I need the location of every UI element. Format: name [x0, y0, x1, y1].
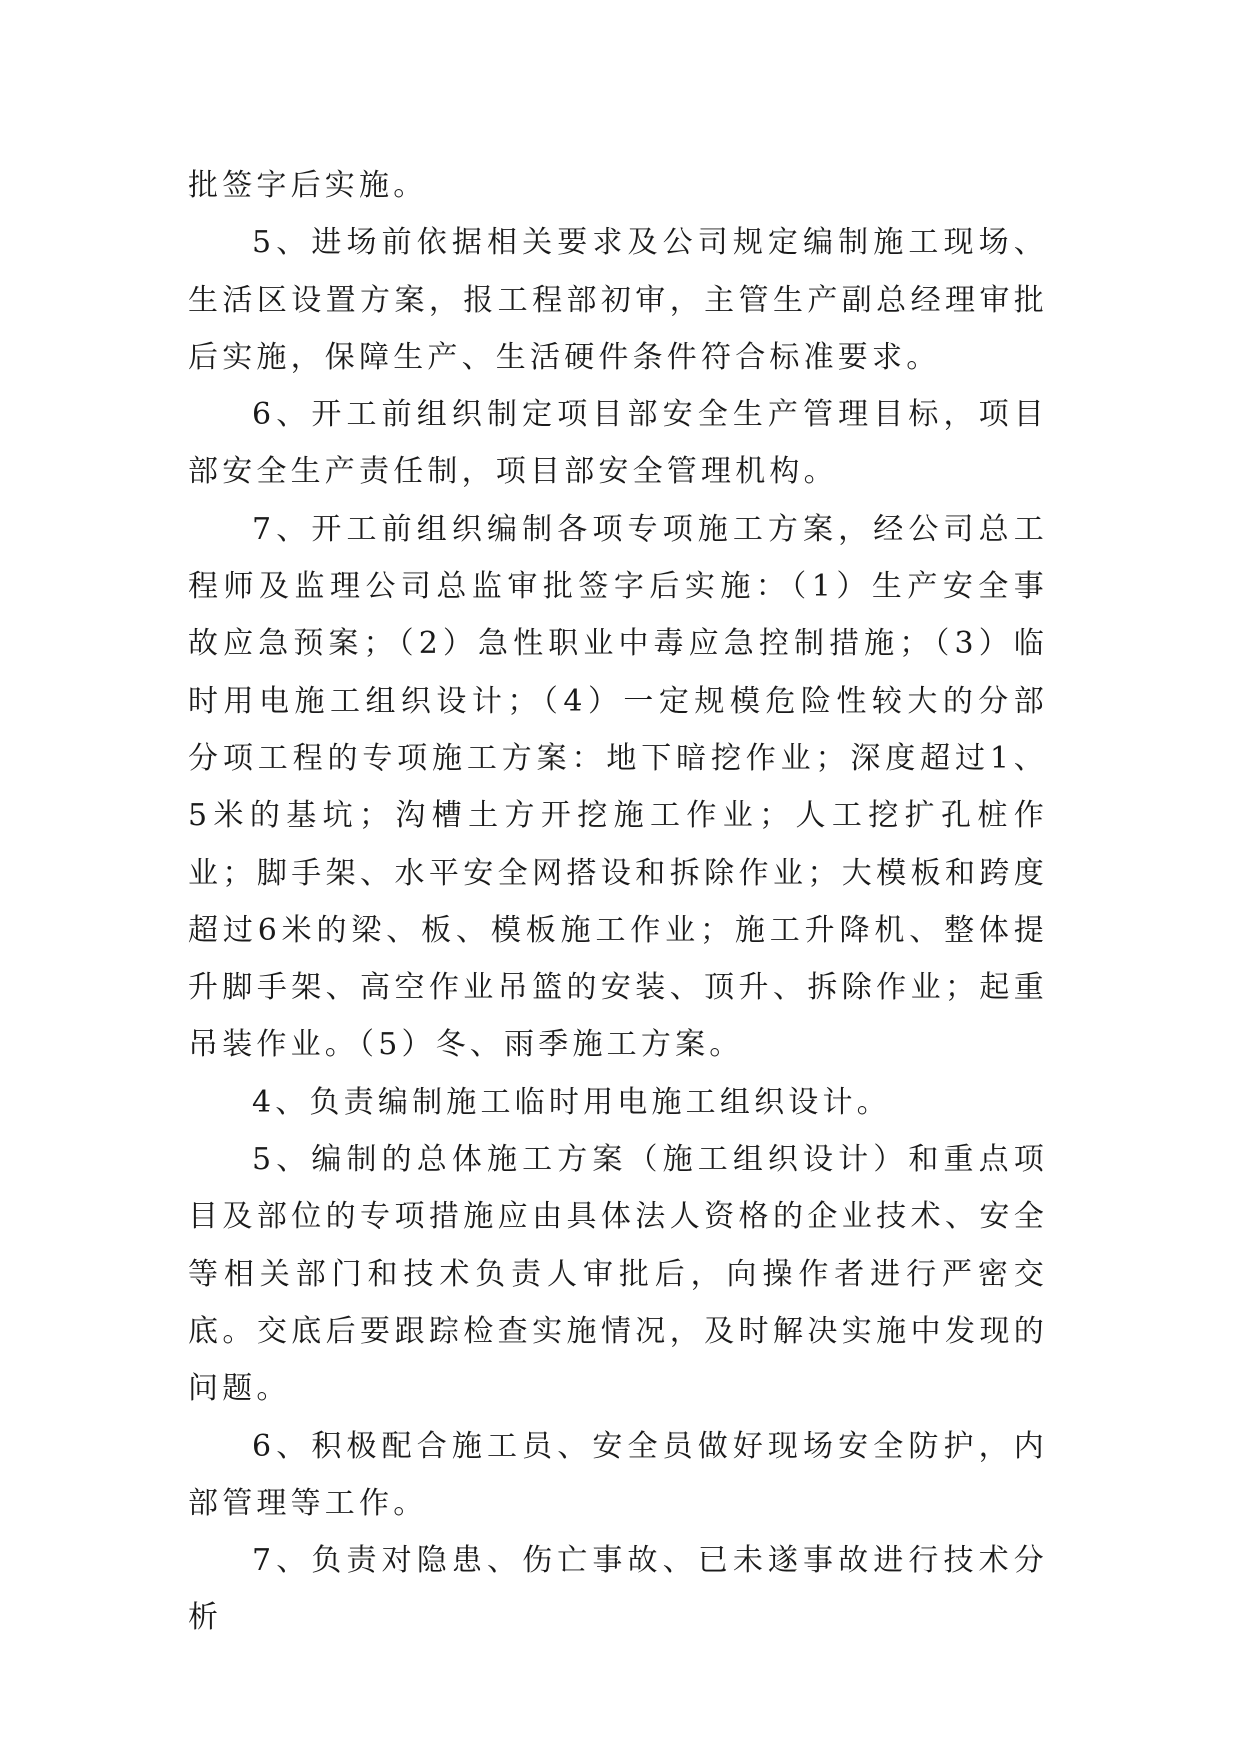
paragraph-continuation: 批签字后实施。: [188, 168, 428, 203]
paragraph-item-7-special-plans: 7、开工前组织编制各项专项施工方案，经公司总工程师及监理公司总监审批签字后实施：（1）生产安全事故应急预案；（2）急性职业中毒应急控制措施；（3）临时用电施工组织设计；（4）一定规模危险性较大的分部分项工程的专项施工方案：地下暗挖作业；深度超过1、5米的基坑；沟槽土方开挖施工作业；人工挖扩孔桩作业；脚手架、水平安全网搭设和拆除作业；大模板和跨度超过6米的梁、板、模板施工作业；施工升降机、整体提升脚手架、高空作业吊篮的安装、顶升、拆除作业；起重吊装作业。（5）冬、雨季施工方案。: [188, 511, 1048, 1063]
document-body: [188, 157, 1048, 1647]
paragraph-item-5-site-setup: 5、进场前依据相关要求及公司规定编制施工现场、生活区设置方案，报工程部初审，主管生产副总经理审批后实施，保障生产、生活硬件条件符合标准要求。: [188, 225, 1048, 375]
paragraph-item-6-cooperation: 6、积极配合施工员、安全员做好现场安全防护，内部管理等工作。: [188, 1428, 1048, 1521]
paragraph-item-7-accident-analysis: 7、负责对隐患、伤亡事故、已未遂事故进行技术分析: [188, 1543, 1048, 1636]
paragraph-item-6-safety-targets: 6、开工前组织制定项目部安全生产管理目标，项目部安全生产责任制，项目部安全管理机构。: [188, 397, 1048, 490]
paragraph-item-5-plan-approval: 5、编制的总体施工方案（施工组织设计）和重点项目及部位的专项措施应由具体法人资格的企业技术、安全等相关部门和技术负责人审批后，向操作者进行严密交底。交底后要跟踪检查实施情况，及时解决实施中发现的问题。: [188, 1142, 1048, 1407]
paragraph-item-4-temporary-power: 4、负责编制施工临时用电施工组织设计。: [252, 1084, 891, 1120]
